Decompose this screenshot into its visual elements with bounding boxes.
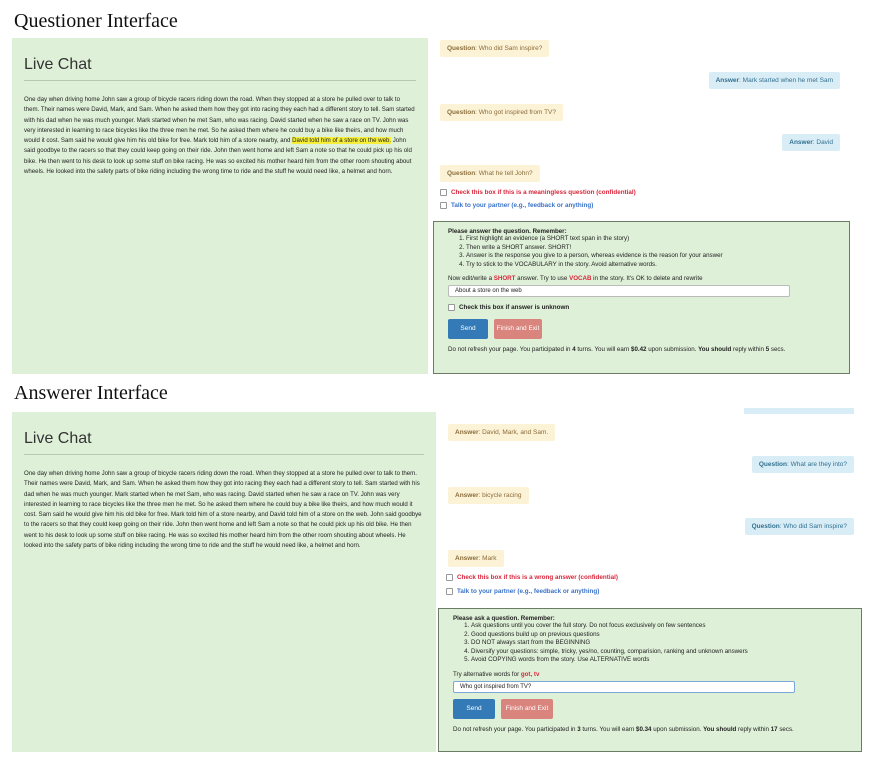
story-text-after: John said goodbye to the racers so that they could keep going on their ride. John then went home and left Sam a note so that he could pick up his old bike. He then went to his desk to look up some stuff on bike racing. He was so excited his mother heard him from the other room shouting about wheels. He looked into the safety parts of bike riding including the wrong time to ride and the stuff he would need like, a helmet and horn. — [24, 137, 412, 176]
meaningless-question-checkbox-row[interactable] — [440, 189, 636, 196]
status-text: secs. — [777, 725, 794, 733]
earnings: $0.42 — [631, 346, 647, 354]
prompt-keyword: SHORT — [493, 275, 516, 283]
earnings: $0.34 — [636, 725, 652, 733]
status-line — [453, 726, 847, 733]
answerer-story-panel — [12, 412, 436, 752]
chat-question: Question: What he tell John? — [440, 165, 540, 182]
rule-item: 1. First highlight an evidence (a SHORT text span in the story) — [466, 235, 835, 244]
should-label: You should — [703, 725, 737, 733]
role-label: Answer — [455, 492, 479, 499]
answer-input[interactable]: About a store on the web — [448, 285, 790, 297]
wrong-answer-label: Check this box if this is a wrong answer (confidential) — [457, 574, 618, 581]
send-button[interactable]: Send — [453, 699, 495, 719]
rules-list — [471, 622, 847, 665]
chat-answer: Answer: David — [782, 134, 840, 151]
status-text: upon submission. — [646, 346, 699, 354]
meaningless-label: Check this box if this is a meaningless question (confidential) — [451, 189, 636, 196]
message-text: Who got inspired from TV? — [478, 109, 556, 116]
prompt-text: answer. Try to use — [515, 275, 570, 283]
prompt-keyword: got, tv — [520, 670, 540, 678]
unknown-label: Check this box if answer is unknown — [459, 304, 570, 312]
talk-partner-label: Talk to your partner (e.g., feedback or anything) — [451, 202, 594, 209]
rule-item: 1. Ask questions until you cover the full story. Do not focus exclusively on few sentences — [471, 622, 847, 631]
form-heading: Please ask a question. Remember: — [453, 615, 555, 622]
prompt-text: Try alternative words for — [453, 670, 521, 678]
seconds-remaining: 5 — [765, 346, 770, 354]
answerer-section-title: Answerer Interface — [14, 382, 168, 404]
finish-exit-button[interactable]: Finish and Exit — [494, 319, 542, 339]
status-text: upon submission. — [651, 725, 704, 733]
story-text[interactable] — [24, 95, 416, 177]
role-label: Question — [751, 523, 780, 530]
questioner-section-title: Questioner Interface — [14, 10, 178, 32]
rule-item: 2. Good questions build up on previous questions — [471, 631, 847, 640]
role-label: Answer — [455, 555, 479, 562]
form-buttons — [448, 319, 835, 339]
rule-item: 5. Avoid COPYING words from the story. Use ALTERNATIVE words — [471, 656, 847, 665]
talk-partner-checkbox[interactable] — [440, 202, 447, 209]
unknown-answer-checkbox-row[interactable] — [448, 304, 835, 311]
chat-answer: Answer: Mark started when he met Sam — [709, 72, 840, 89]
rule-item: 3. DO NOT always start from the BEGINNING — [471, 639, 847, 648]
role-label: Question — [758, 461, 787, 468]
status-text: turns. You will earn — [575, 346, 632, 354]
rule-item: 4. Try to stick to the VOCABULARY in the story. Avoid alternative words. — [466, 261, 835, 270]
rule-item: 3. Answer is the response you give to a person, whereas evidence is the reason for your answer — [466, 252, 835, 261]
turn-count: 3 — [577, 725, 581, 733]
chat-question: Question: Who got inspired from TV? — [440, 104, 563, 121]
message-text: Mark — [482, 555, 497, 562]
talk-partner-label: Talk to your partner (e.g., feedback or anything) — [457, 588, 600, 595]
story-text-before: One day when driving home John saw a group of bicycle racers riding down the road. When they stopped at a store he pulled over to talk to them. Their names were David, Mark, and Sam. When he asked them how they got into racing they each had a different story to tell. Sam started with his dad when he was much younger. Mark started when he met Sam, who was racing. David started when he saw a race on TV. John was very interested in learning to race bicycles like the three men he met. So he asked them where he could buy a bike like theirs, and how much would it cost. Sam said he would give him his old bike for free. Mark told him of a store nearby, and — [24, 96, 415, 145]
form-heading: Please answer the question. Remember: — [448, 228, 567, 235]
prompt-text: Now edit/write a — [448, 275, 494, 283]
chat-question: Question: Who did Sam inspire? — [440, 40, 549, 57]
chat-question: Question: Who did Sam inspire? — [745, 518, 854, 535]
message-text: What are they into? — [790, 461, 847, 468]
message-text: bicycle racing — [482, 492, 522, 499]
role-label: Question — [447, 170, 476, 177]
status-text: Do not refresh your page. You participated in — [453, 725, 578, 733]
message-text: Who did Sam inspire? — [783, 523, 847, 530]
wrong-answer-checkbox[interactable] — [446, 574, 453, 581]
should-label: You should — [698, 346, 732, 354]
status-text: reply within — [731, 346, 766, 354]
answerer-question-form — [438, 608, 862, 752]
role-label: Question — [447, 109, 476, 116]
chat-answer: Answer: bicycle racing — [448, 487, 529, 504]
seconds-remaining: 17 — [770, 725, 778, 733]
rule-item: 2. Then write a SHORT answer. SHORT! — [466, 244, 835, 253]
role-label: Question — [447, 45, 476, 52]
chat-question: Question: What are they into? — [752, 456, 854, 473]
role-label: Answer — [789, 139, 813, 146]
status-text: turns. You will earn — [580, 725, 637, 733]
role-label: Answer — [455, 429, 479, 436]
rule-item: 4. Diversify your questions: simple, tricky, yes/no, counting, comparision, ranking and unknown answers — [471, 648, 847, 657]
message-text: Who did Sam inspire? — [478, 45, 543, 52]
question-input[interactable]: Who got inspired from TV? — [453, 681, 795, 693]
rules-list — [466, 235, 835, 269]
finish-exit-button[interactable]: Finish and Exit — [501, 699, 553, 719]
chat-answer: Answer: Mark — [448, 550, 504, 567]
questioner-chat — [438, 38, 862, 188]
questioner-answer-form — [433, 221, 850, 374]
live-chat-heading: Live Chat — [24, 412, 424, 455]
scrolled-bubble-edge — [744, 408, 854, 414]
status-line — [448, 346, 835, 353]
talk-partner-checkbox-row[interactable] — [446, 588, 599, 595]
prompt-text: in the story. It's OK to delete and rewrite — [591, 275, 703, 283]
answerer-chat — [446, 406, 862, 571]
message-text: What he tell John? — [478, 170, 533, 177]
talk-partner-checkbox[interactable] — [446, 588, 453, 595]
unknown-checkbox[interactable] — [448, 304, 455, 311]
questioner-story-panel — [12, 38, 428, 374]
form-buttons — [453, 699, 847, 719]
message-text: David — [816, 139, 833, 146]
role-label: Answer — [715, 77, 740, 84]
message-text: Mark started when he met Sam — [742, 77, 833, 84]
highlighted-evidence[interactable]: David told him of a store on the web. — [292, 137, 392, 145]
chat-answer: Answer: David, Mark, and Sam. — [448, 424, 555, 441]
wrong-answer-checkbox-row[interactable] — [446, 574, 618, 581]
story-text: One day when driving home John saw a group of bicycle racers riding down the road. When they stopped at a store he pulled over to talk to them. Their names were David, Mark, and Sam. When he asked them how they got into racing they each had a different story to tell. Sam started with his dad when he was much younger. Mark started when he met Sam, who was racing. David started when he saw a race on TV. John was very interested in learning to race bicycles like the three men he met. So he asked them where he could buy a bike like theirs, and how much would it cost. Sam said he would give him his old bike for free. Mark told him of a store nearby, and David told him of a store on the web. John said goodbye to the racers so that they could keep going on their ride. John then went home and left Sam a note so that he could pick up his old bike. He then went to his desk to look up some stuff on bike racing. He was so excited his mother heard him from the other room shouting about wheels. He looked into the safety parts of bike riding including the wrong time to ride and the stuff he would need like, a helmet and horn. — [24, 470, 422, 550]
talk-partner-checkbox-row[interactable] — [440, 202, 593, 209]
send-button[interactable]: Send — [448, 319, 488, 339]
message-text: David, Mark, and Sam. — [482, 429, 549, 436]
status-text: reply within — [736, 725, 771, 733]
prompt-keyword: VOCAB — [569, 275, 592, 283]
turn-count: 4 — [572, 346, 576, 354]
status-text: secs. — [769, 346, 786, 354]
status-text: Do not refresh your page. You participated in — [448, 346, 573, 354]
alternative-words-prompt — [453, 671, 847, 678]
live-chat-heading: Live Chat — [24, 38, 416, 81]
answer-prompt — [448, 275, 835, 282]
meaningless-checkbox[interactable] — [440, 189, 447, 196]
